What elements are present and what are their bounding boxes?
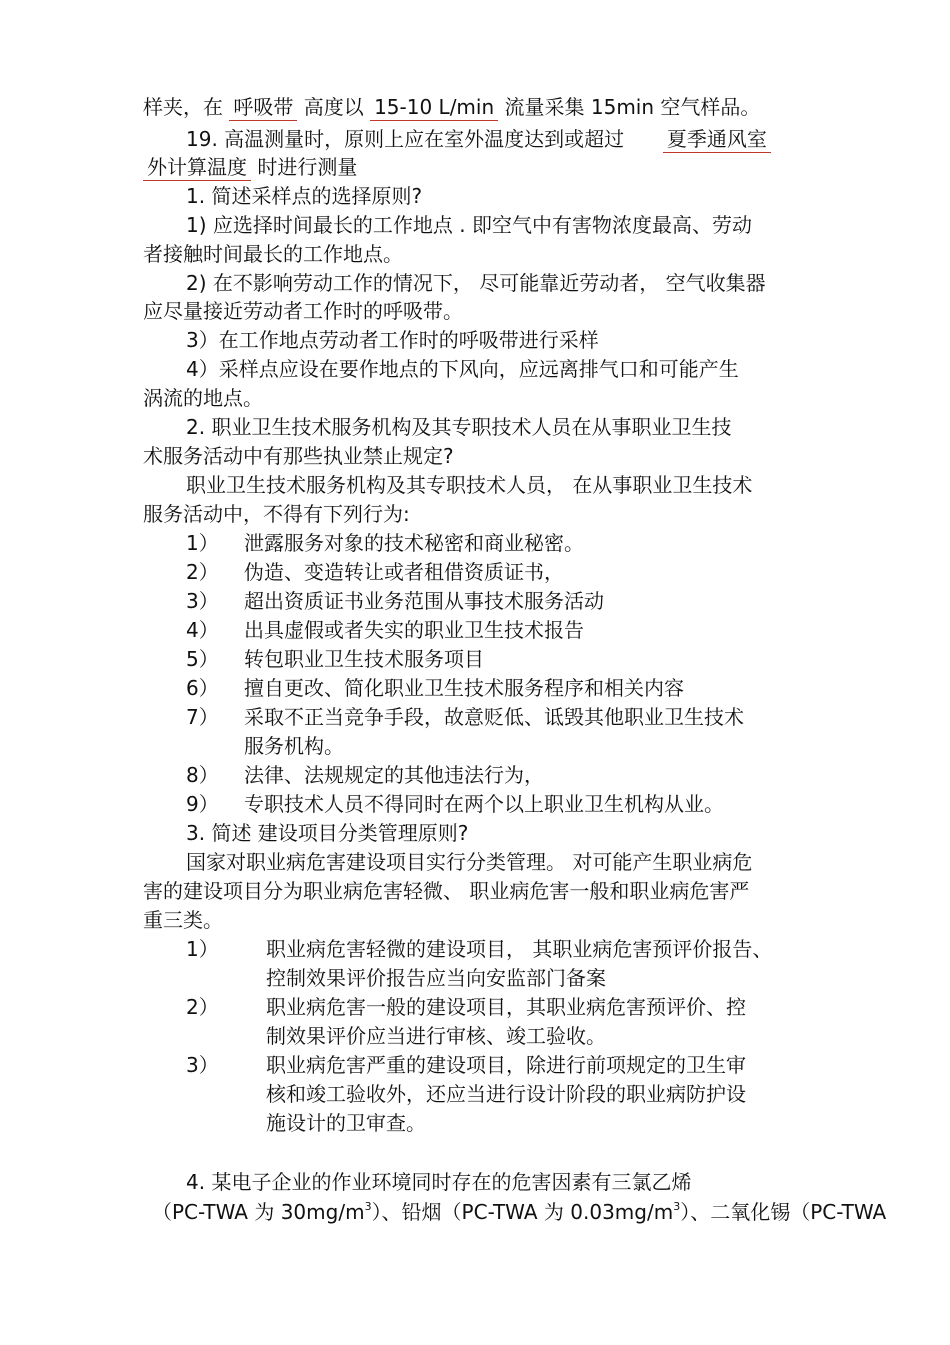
list-text: 法律、法规规定的其他违法行为， bbox=[244, 763, 544, 787]
paragraph-line: 服务活动中，不得有下列行为: bbox=[143, 502, 410, 526]
paragraph-line: 重三类。 bbox=[143, 908, 223, 932]
paragraph-line: 应尽量接近劳动者工作时的呼吸带。 bbox=[143, 299, 463, 323]
question-title: 4. 某电子企业的作业环境同时存在的危害因素有三氯乙烯 bbox=[186, 1170, 692, 1194]
list-number: 7） bbox=[186, 705, 219, 729]
text-segment: 流量采集 15min 空气样品。 bbox=[504, 95, 761, 119]
list-text: 职业病危害严重的建设项目，除进行前项规定的卫生审 bbox=[266, 1053, 746, 1077]
blank-answer: 15-10 L/min bbox=[370, 95, 498, 121]
superscript: 3 bbox=[673, 1200, 681, 1213]
paragraph-line: 4）采样点应设在要作地点的下风向，应远离排气口和可能产生 bbox=[186, 357, 739, 381]
list-item-continuation: 施设计的卫审查。 bbox=[266, 1111, 426, 1135]
list-number: 4） bbox=[186, 618, 219, 642]
list-text: 转包职业卫生技术服务项目 bbox=[244, 647, 484, 671]
list-text: 伪造、变造转让或者租借资质证书， bbox=[244, 560, 564, 584]
list-item-continuation: 核和竣工验收外，还应当进行设计阶段的职业病防护设 bbox=[266, 1082, 746, 1106]
paragraph-line: 职业卫生技术服务机构及其专职技术人员， 在从事职业卫生技术 bbox=[186, 473, 753, 497]
list-number: 8） bbox=[186, 763, 219, 787]
list-item bbox=[186, 704, 744, 730]
list-text: 擅自更改、简化职业卫生技术服务程序和相关内容 bbox=[244, 676, 684, 700]
list-item bbox=[186, 617, 584, 643]
list-item bbox=[186, 791, 724, 817]
question-title: 2. 职业卫生技术服务机构及其专职技术人员在从事职业卫生技 bbox=[186, 415, 732, 439]
question-title: 1. 简述采样点的选择原则? bbox=[186, 184, 423, 208]
text-line bbox=[143, 94, 760, 120]
list-text: 职业病危害轻微的建设项目， 其职业病危害预评价报告、 bbox=[266, 937, 773, 961]
paragraph-line bbox=[152, 1199, 886, 1225]
paragraph-line: 2) 在不影响劳动工作的情况下， 尽可能靠近劳动者， 空气收集器 bbox=[186, 271, 766, 295]
list-number: 9） bbox=[186, 792, 219, 816]
text-line bbox=[143, 154, 357, 180]
list-item bbox=[186, 675, 684, 701]
question-title: 3. 简述 建设项目分类管理原则? bbox=[186, 821, 469, 845]
list-item-continuation: 控制效果评价报告应当向安监部门备案 bbox=[266, 966, 606, 990]
list-number: 2） bbox=[186, 560, 219, 584]
list-number: 1） bbox=[186, 531, 219, 555]
text-segment: 19. 高温测量时，原则上应在室外温度达到或超过 bbox=[186, 127, 625, 151]
text-segment: 样夹，在 bbox=[143, 95, 223, 119]
list-item bbox=[186, 936, 772, 962]
list-item bbox=[186, 588, 604, 614]
blank-answer: 夏季通风室 bbox=[663, 127, 771, 153]
list-item bbox=[186, 530, 584, 556]
text-segment: （PC-TWA 为 30mg/m bbox=[152, 1200, 365, 1224]
list-item bbox=[186, 994, 746, 1020]
list-item bbox=[186, 559, 564, 585]
list-item bbox=[186, 1052, 746, 1078]
paragraph-line: 3）在工作地点劳动者工作时的呼吸带进行采样 bbox=[186, 328, 599, 352]
list-number: 2） bbox=[186, 995, 219, 1019]
paragraph-line: 者接触时间最长的工作地点。 bbox=[143, 242, 403, 266]
blank-answer: 呼吸带 bbox=[229, 95, 297, 121]
superscript: 3 bbox=[364, 1200, 372, 1213]
list-text: 超出资质证书业务范围从事技术服务活动 bbox=[244, 589, 604, 613]
list-text: 出具虚假或者失实的职业卫生技术报告 bbox=[244, 618, 584, 642]
text-line bbox=[186, 126, 771, 152]
list-item-continuation: 制效果评价应当进行审核、竣工验收。 bbox=[266, 1024, 606, 1048]
list-number: 5） bbox=[186, 647, 219, 671]
list-number: 1） bbox=[186, 937, 219, 961]
blank-answer: 外计算温度 bbox=[143, 155, 251, 181]
question-title: 术服务活动中有那些执业禁止规定? bbox=[143, 444, 454, 468]
list-number: 3） bbox=[186, 589, 219, 613]
text-segment: ）、铅烟（PC-TWA 为 0.03mg/m bbox=[371, 1200, 674, 1224]
list-item-continuation: 服务机构。 bbox=[244, 734, 344, 758]
text-segment: ）、二氧化锡（PC-TWA bbox=[680, 1200, 887, 1224]
list-text: 职业病危害一般的建设项目，其职业病危害预评价、控 bbox=[266, 995, 746, 1019]
paragraph-line: 1) 应选择时间最长的工作地点 . 即空气中有害物浓度最高、劳动 bbox=[186, 213, 752, 237]
paragraph-line: 害的建设项目分为职业病危害轻微、 职业病危害一般和职业病危害严 bbox=[143, 879, 750, 903]
list-text: 泄露服务对象的技术秘密和商业秘密。 bbox=[244, 531, 584, 555]
paragraph-line: 涡流的地点。 bbox=[143, 386, 263, 410]
list-text: 专职技术人员不得同时在两个以上职业卫生机构从业。 bbox=[244, 792, 724, 816]
paragraph-line: 国家对职业病危害建设项目实行分类管理。 对可能产生职业病危 bbox=[186, 850, 753, 874]
list-item bbox=[186, 762, 544, 788]
list-text: 采取不正当竞争手段，故意贬低、诋毁其他职业卫生技术 bbox=[244, 705, 744, 729]
list-number: 3） bbox=[186, 1053, 219, 1077]
list-number: 6） bbox=[186, 676, 219, 700]
text-segment: 时进行测量 bbox=[257, 155, 358, 179]
list-item bbox=[186, 646, 484, 672]
text-segment: 高度以 bbox=[303, 95, 364, 119]
